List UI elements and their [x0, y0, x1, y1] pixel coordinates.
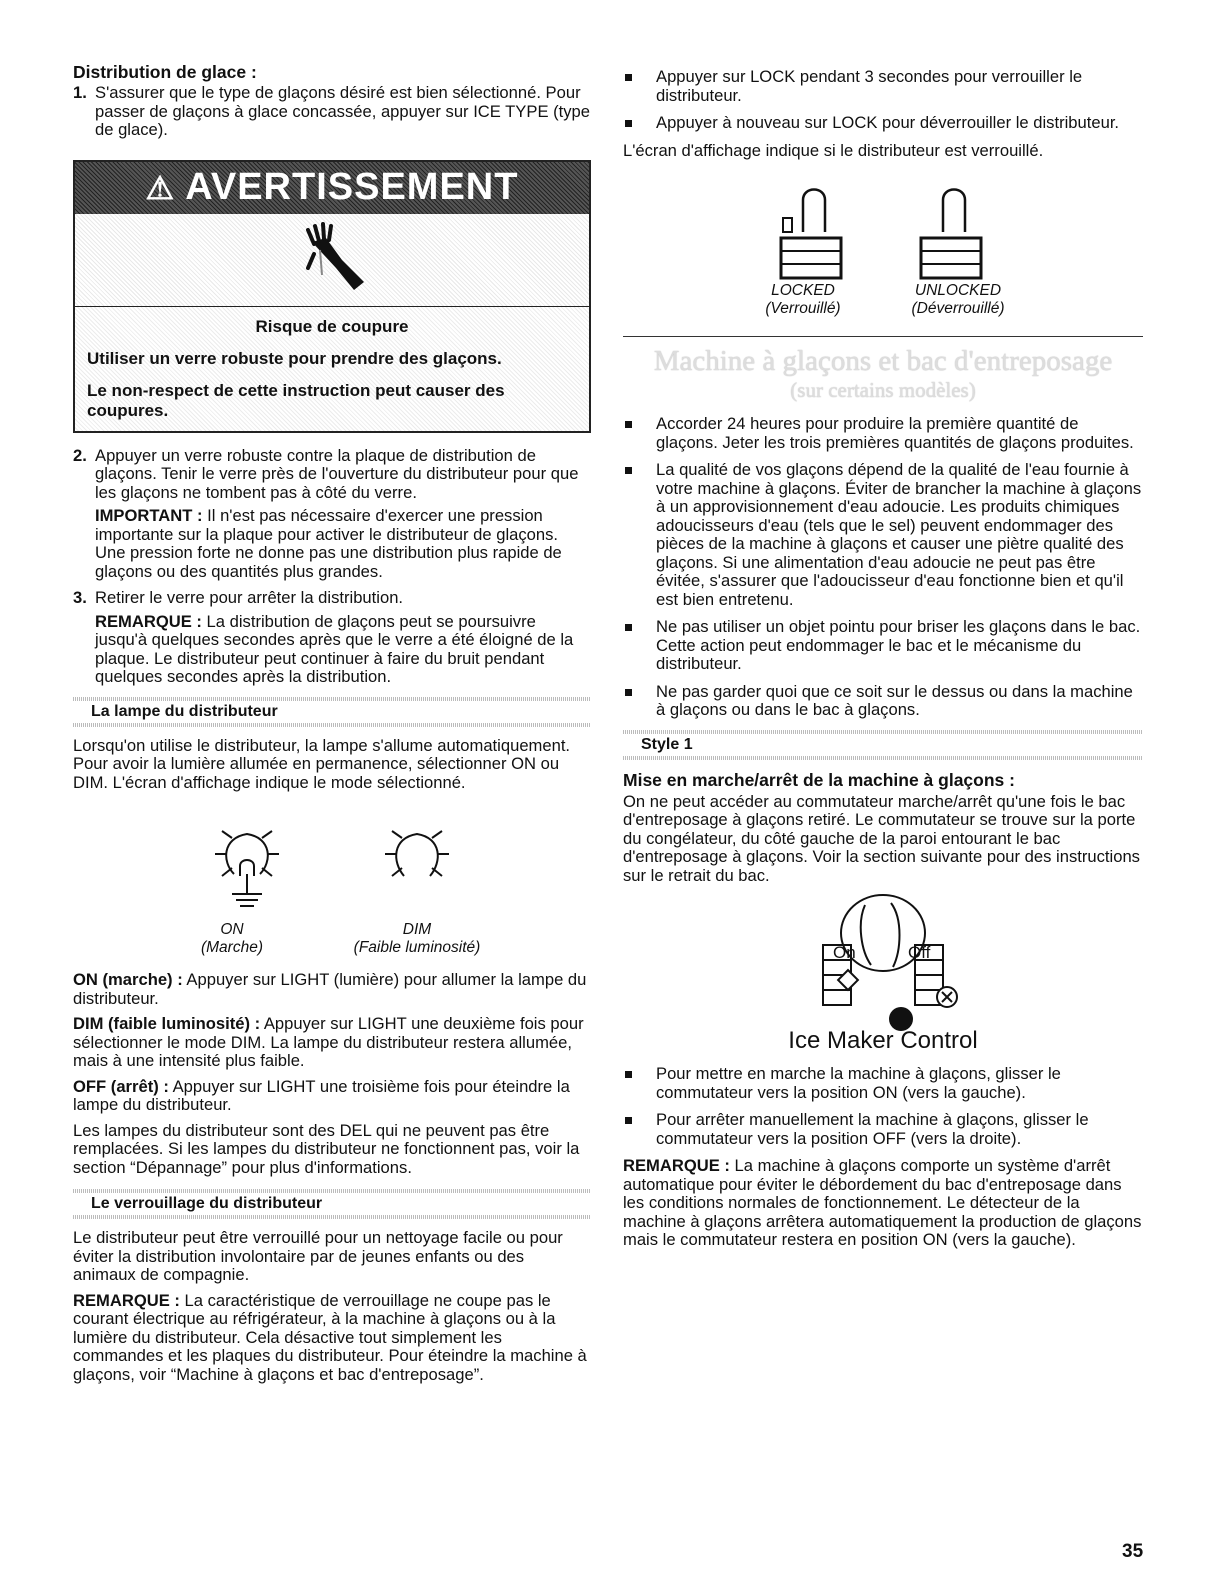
lock-captions: LOCKED (Verrouillé) UNLOCKED (Déverrouillé) — [765, 282, 1005, 317]
ice-maker-control-figure — [623, 893, 1143, 1033]
lamp-figure — [73, 806, 591, 921]
lamp-off-desc: OFF (arrêt) : Appuyer sur LIGHT une troisième fois pour éteindre la lampe du distributeur. — [73, 1076, 570, 1114]
list-item: Ne pas garder quoi que ce soit sur le dessus ou dans la machine à glaçons ou dans le bac à glaçons. — [623, 683, 1143, 720]
section-divider — [623, 336, 1143, 337]
right-column — [623, 68, 1143, 1250]
lamp-heading: La lampe du distributeur — [73, 697, 591, 727]
cut-hand-icon — [292, 220, 372, 300]
list-item: Appuyer à nouveau sur LOCK pour déverrouiller le distributeur. — [623, 114, 1143, 133]
step-3: 3. Retirer le verre pour arrêter la distribution. REMARQUE : La distribution de glaçons peut se poursuivre jusqu'à quelques secondes après que le verre a été éloigné de la plaque. Le distributeur peut continuer à faire du bruit pendant quelques secondes après la distribution. — [73, 588, 574, 686]
onoff-title: Mise en marche/arrêt de la machine à glaçons : — [623, 769, 1015, 790]
lamp-dim-figure — [352, 806, 482, 921]
warning-triangle-icon: ⚠ — [145, 169, 176, 206]
left-column — [73, 62, 591, 1384]
section-title-ice-dispensing: Distribution de glace : — [73, 62, 257, 82]
onoff-text: On ne peut accéder au commutateur marche/arrêt qu'une fois le bac d'entreposage à glaçons retiré. Le commutateur se trouve sur la porte du congélateur, du côté gauche de la paroi entourant le bac d'entreposage à glaçons. Voir la section suivante pour des instructions sur le retrait du bac. — [623, 791, 1140, 885]
onoff-note: REMARQUE : La machine à glaçons comporte un système d'arrêt automatique pour éviter le débordement du bac d'entreposage dans les conditions normales de fonctionnement. Le détecteur de la machine à glaçons arrêtera automatiquement la production de glaçons mais le commutateur restera en position ON (vers la gauche). — [623, 1156, 1142, 1249]
bulb-dim-icon — [352, 806, 482, 916]
warning-body — [75, 307, 589, 431]
lock-figure — [623, 182, 1143, 282]
warning-risk: Risque de coupure — [255, 316, 409, 336]
lamp-led-note: Les lampes du distributeur sont des DEL qui ne peuvent pas être remplacées. Si les lampes du distributeur ne fonctionnent pas, voir la section “Dépannage” pour plus d'informations. — [73, 1120, 580, 1177]
step-2: 2. Appuyer un verre robuste contre la plaque de distribution de glaçons. Tenir le verre près de l'ouverture du distributeur pour que les glaçons ne tombent pas à côté du verre. IMPORTANT : Il n'est pas nécessaire d'exercer une pression importante sur la plaque pour activer le distributeur de glaçons. Une pression forte ne donne pas une distribution plus rapide de glaçons ou des quantités plus grandes. — [73, 445, 579, 581]
cut-hazard-illustration — [75, 214, 589, 307]
lock-note: REMARQUE : La caractéristique de verrouillage ne coupe pas le courant électrique au réfrigérateur, à la machine à glaçons ou à la lumière du distributeur. Cela désactive tout simplement les commandes et les plaques du distributeur. Pour éteindre la machine à glaçons, voir “Machine à glaçons et bac d'entreposage”. — [73, 1290, 587, 1384]
control-off-label: Off — [908, 943, 931, 962]
list-item: Pour mettre en marche la machine à glaçons, glisser le commutateur vers la position ON (vers la gauche). — [623, 1065, 1143, 1102]
warning-box — [73, 160, 591, 433]
lamp-dim-desc: DIM (faible luminosité) : Appuyer sur LIGHT une deuxième fois pour sélectionner le mode DIM. La lampe du distributeur restera allumée, mais à une intensité plus faible. — [73, 1014, 584, 1070]
locked-icon — [773, 182, 853, 282]
lamp-on-desc: ON (marche) : Appuyer sur LIGHT (lumière) pour allumer la lampe du distributeur. — [73, 970, 587, 1008]
warning-header: ⚠ AVERTISSEMENT — [75, 162, 589, 214]
lamp-intro: Lorsqu'on utilise le distributeur, la lampe s'allume automatiquement. Pour avoir la lumière allumée en permanence, sélectionner ON ou DIM. L'écran d'affichage indique le mode sélectionné. — [73, 735, 571, 792]
page-number: 35 — [1122, 1541, 1144, 1562]
style-heading: Style 1 — [623, 730, 1143, 760]
warning-line-1: Utiliser un verre robuste pour prendre des glaçons. — [87, 348, 502, 368]
control-caption: Ice Maker Control — [788, 1027, 978, 1054]
lamp-on-figure — [182, 806, 312, 921]
step-1: 1. S'assurer que le type de glaçons désiré est bien sélectionné. Pour passer de glaçons à glace concassée, appuyer sur ICE TYPE (type de glace). — [73, 83, 591, 139]
list-item: Accorder 24 heures pour produire la première quantité de glaçons. Jeter les trois premières quantités de glaçons produites. — [623, 415, 1143, 452]
control-on-label: On — [833, 943, 856, 962]
unlocked-icon — [913, 182, 993, 282]
lock-display-text: L'écran d'affichage indique si le distributeur est verrouillé. — [623, 140, 1044, 160]
list-item: La qualité de vos glaçons dépend de la qualité de l'eau fournie à votre machine à glaçons. Éviter de brancher la machine à glaçons à un approvisionnement d'eau adoucie. Les produits chimiques adoucisseurs d'eau (tels que le sel) peuvent endommager des pièces de la machine à glaçons et causer une piètre qualité des glaçons. Si une alimentation d'eau adoucie ne peut pas être évitée, s'assurer que l'adoucisseur d'eau fonctionne bien et qu'il est bien entretenu. — [623, 461, 1143, 609]
list-item: Appuyer sur LOCK pendant 3 secondes pour verrouiller le distributeur. — [623, 68, 1143, 105]
lamp-captions: ON (Marche) DIM (Faible luminosité) — [200, 921, 481, 956]
ice-maker-switch-icon — [753, 893, 1013, 1033]
warning-line-2: Le non-respect de cette instruction peut causer des coupures. — [87, 380, 505, 420]
section-subtitle: (sur certains modèles) — [790, 378, 976, 402]
bulb-on-icon — [182, 806, 312, 916]
list-item: Pour arrêter manuellement la machine à glaçons, glisser le commutateur vers la position OFF (vers la droite). — [623, 1111, 1143, 1148]
lock-intro: Le distributeur peut être verrouillé pour un nettoyage facile ou pour éviter la distribution involontaire par de jeunes enfants ou des animaux de compagnie. — [73, 1228, 563, 1284]
lock-heading: Le verrouillage du distributeur — [73, 1189, 591, 1219]
list-item: Ne pas utiliser un objet pointu pour briser les glaçons dans le bac. Cette action peut endommager le bac et le mécanisme du distributeur. — [623, 618, 1143, 674]
section-title-ice-maker: Machine à glaçons et bac d'entreposage — [653, 345, 1113, 377]
